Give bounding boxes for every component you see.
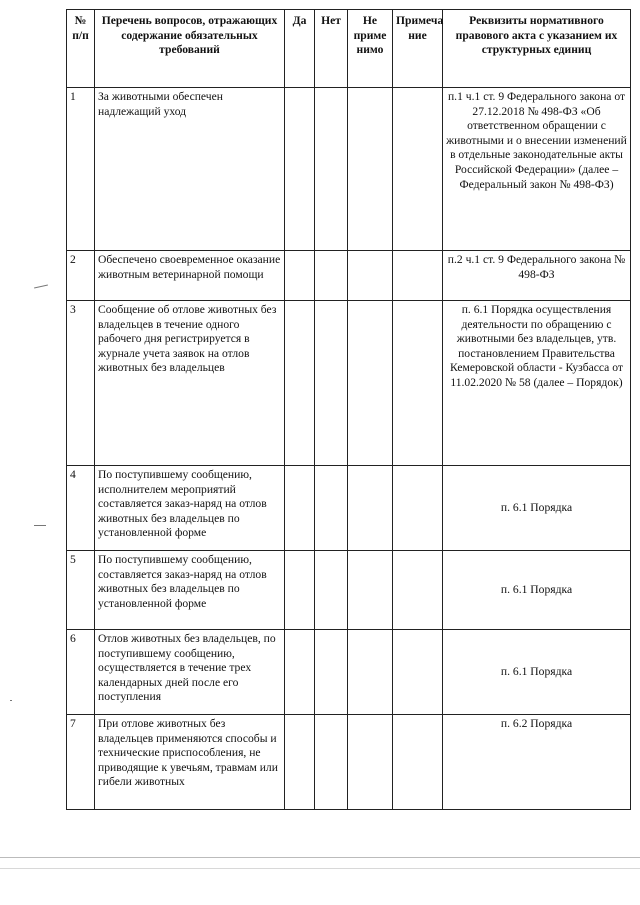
cell-note <box>393 715 443 810</box>
cell-note <box>393 88 443 251</box>
row-question: Отлов животных без владельцев, по поступившему сообщению, осуществляется в течение трех календарных дней после его поступления <box>95 630 285 715</box>
table-row <box>67 88 631 251</box>
row-number: 4 <box>67 466 95 551</box>
cell-no <box>315 88 348 251</box>
cell-no <box>315 630 348 715</box>
cell-yes <box>285 251 315 301</box>
row-reference: п.1 ч.1 ст. 9 Федерального закона от 27.12.2018 № 498-ФЗ «Об ответственном обращении с животными и о внесении изменений в отдельные законодательные акты Российской Федерации» (далее – Федеральный закон № 498-ФЗ) <box>443 88 631 251</box>
table-row <box>67 715 631 810</box>
table-row <box>67 301 631 466</box>
row-question: По поступившему сообщению, исполнителем мероприятий составляется заказ-наряд на отлов животных без владельцев по установленной форме <box>95 466 285 551</box>
cell-yes <box>285 630 315 715</box>
cell-yes <box>285 301 315 466</box>
cell-not-applicable <box>348 715 393 810</box>
row-number: 2 <box>67 251 95 301</box>
row-question: Обеспечено своевременное оказание животным ветеринарной помощи <box>95 251 285 301</box>
header-question: Перечень вопросов, отражающих содержание обязательных требований <box>95 10 285 88</box>
checklist-table <box>66 9 631 810</box>
cell-yes <box>285 715 315 810</box>
row-reference: п. 6.1 Порядка <box>443 551 631 630</box>
row-reference: п. 6.1 Порядка осуществления деятельности по обращению с животными без владельцев, утв. постановлением Правительства Кемеровской области - Кузбасса от 11.02.2020 № 58 (далее – Порядок) <box>443 301 631 466</box>
cell-not-applicable <box>348 630 393 715</box>
header-note: Примеча ние <box>393 10 443 88</box>
row-question: За животными обеспечен надлежащий уход <box>95 88 285 251</box>
cell-no <box>315 251 348 301</box>
row-reference: п.2 ч.1 ст. 9 Федерального закона № 498-ФЗ <box>443 251 631 301</box>
cell-no <box>315 301 348 466</box>
row-number: 1 <box>67 88 95 251</box>
header-not-applicable: Не приме нимо <box>348 10 393 88</box>
cell-no <box>315 466 348 551</box>
margin-mark <box>34 285 48 289</box>
cell-not-applicable <box>348 551 393 630</box>
header-reference: Реквизиты нормативного правового акта с указанием их структурных единиц <box>443 10 631 88</box>
cell-note <box>393 630 443 715</box>
cell-yes <box>285 88 315 251</box>
cell-not-applicable <box>348 301 393 466</box>
cell-not-applicable <box>348 251 393 301</box>
cell-no <box>315 715 348 810</box>
row-number: 3 <box>67 301 95 466</box>
header-no: Нет <box>315 10 348 88</box>
row-number: 6 <box>67 630 95 715</box>
margin-mark <box>34 525 46 526</box>
row-reference: п. 6.2 Порядка <box>443 715 631 810</box>
header-yes: Да <box>285 10 315 88</box>
cell-no <box>315 551 348 630</box>
cell-note <box>393 551 443 630</box>
row-number: 5 <box>67 551 95 630</box>
scan-line <box>0 868 640 869</box>
table-row <box>67 551 631 630</box>
row-question: По поступившему сообщению, составляется заказ-наряд на отлов животных без владельцев по установленной форме <box>95 551 285 630</box>
margin-mark <box>10 700 12 701</box>
row-number: 7 <box>67 715 95 810</box>
row-question: При отлове животных без владельцев применяются способы и технические приспособления, не приводящие к увечьям, травмам или гибели животных <box>95 715 285 810</box>
scan-line <box>0 857 640 858</box>
table-header-row <box>67 10 631 88</box>
cell-yes <box>285 551 315 630</box>
cell-yes <box>285 466 315 551</box>
cell-not-applicable <box>348 466 393 551</box>
table-row <box>67 466 631 551</box>
row-question: Сообщение об отлове животных без владельцев в течение одного рабочего дня регистрируется в журнале учета заявок на отлов животных без владельцев <box>95 301 285 466</box>
cell-note <box>393 301 443 466</box>
cell-note <box>393 466 443 551</box>
table-row <box>67 251 631 301</box>
header-num: № п/п <box>67 10 95 88</box>
row-reference: п. 6.1 Порядка <box>443 630 631 715</box>
row-reference: п. 6.1 Порядка <box>443 466 631 551</box>
table-row <box>67 630 631 715</box>
cell-not-applicable <box>348 88 393 251</box>
cell-note <box>393 251 443 301</box>
